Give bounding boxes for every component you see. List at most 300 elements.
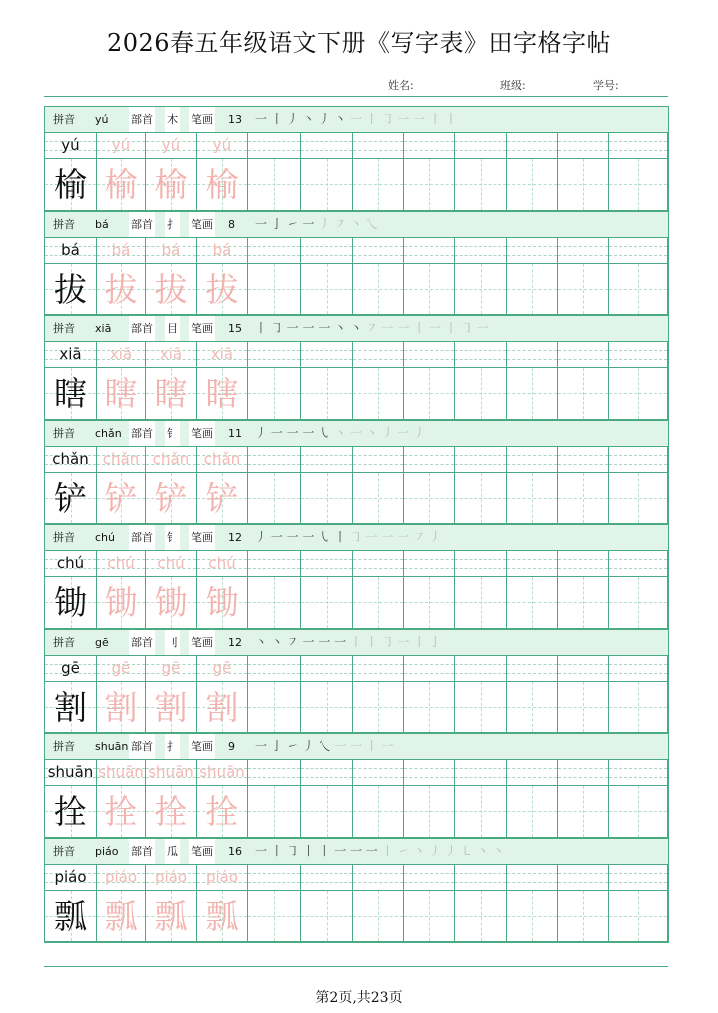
tianzige-cell[interactable] xyxy=(455,264,507,316)
guide-line xyxy=(301,768,352,769)
tianzige-cell[interactable] xyxy=(404,159,455,211)
tianzige-cell[interactable] xyxy=(45,368,97,420)
tianzige-cell[interactable] xyxy=(558,577,609,629)
tianzige-cell[interactable] xyxy=(45,577,97,629)
tianzige-cell[interactable] xyxy=(97,159,146,211)
pinyin-cell[interactable] xyxy=(609,342,668,368)
guide-line xyxy=(507,359,557,360)
tianzige-cell[interactable] xyxy=(146,682,197,734)
tianzige-cell[interactable] xyxy=(353,577,404,629)
tianzige-cell[interactable] xyxy=(146,159,197,211)
pinyin-cell[interactable] xyxy=(146,551,197,577)
tianzige-cell[interactable] xyxy=(353,264,404,316)
pinyin-cell[interactable] xyxy=(455,238,507,264)
guide-line xyxy=(404,768,454,769)
tianzige-cell[interactable] xyxy=(45,473,97,525)
tianzige-cell[interactable] xyxy=(404,891,455,943)
pinyin-cell[interactable] xyxy=(507,865,558,891)
tianzige-cell[interactable] xyxy=(97,891,146,943)
tianzige-cell[interactable] xyxy=(197,786,248,838)
tianzige-cell[interactable] xyxy=(146,577,197,629)
guide-line xyxy=(455,246,506,247)
tianzige-cell[interactable] xyxy=(197,159,248,211)
pinyin-cell[interactable] xyxy=(558,447,609,473)
tianzige-cell[interactable] xyxy=(609,368,668,420)
tianzige-cell[interactable] xyxy=(248,786,301,838)
radical-label: 部首 xyxy=(129,525,155,550)
pinyin-cell[interactable] xyxy=(507,238,558,264)
tianzige-cell[interactable] xyxy=(248,368,301,420)
character-block xyxy=(45,211,668,316)
tianzige-cell[interactable] xyxy=(455,682,507,734)
tianzige-cell[interactable] xyxy=(609,577,668,629)
character-trace: 瓢 xyxy=(205,896,239,936)
pinyin-label: 拼音 xyxy=(53,531,75,544)
tianzige-cell[interactable] xyxy=(609,264,668,316)
tianzige-cell[interactable] xyxy=(301,368,353,420)
tianzige-cell[interactable] xyxy=(507,786,558,838)
cell-center-horizontal xyxy=(248,393,300,394)
pinyin-cell[interactable] xyxy=(301,551,353,577)
pinyin-cell[interactable] xyxy=(197,133,248,159)
tianzige-cell[interactable] xyxy=(248,891,301,943)
pinyin-row xyxy=(45,760,668,786)
guide-line xyxy=(507,255,557,256)
pinyin-cell[interactable] xyxy=(353,760,404,786)
pinyin-cell[interactable] xyxy=(404,447,455,473)
character-trace: 瞎 xyxy=(154,374,188,413)
tianzige-cell[interactable] xyxy=(609,682,668,734)
pinyin-cell[interactable] xyxy=(353,238,404,264)
pinyin-model: gē xyxy=(61,658,80,677)
tianzige-cell[interactable] xyxy=(301,891,353,943)
character-trace: 榆 xyxy=(205,165,239,204)
tianzige-cell[interactable] xyxy=(248,264,301,316)
guide-line xyxy=(404,255,454,256)
cell-center-horizontal xyxy=(248,602,300,603)
character-trace: 铲 xyxy=(205,478,239,518)
pinyin-cell[interactable] xyxy=(97,133,146,159)
tianzige-cell[interactable] xyxy=(507,159,558,211)
pinyin-cell[interactable] xyxy=(248,760,301,786)
cell-center-horizontal xyxy=(558,289,608,290)
pinyin-cell[interactable] xyxy=(353,551,404,577)
tianzige-cell[interactable] xyxy=(558,159,609,211)
guide-line xyxy=(455,455,506,456)
tianzige-cell[interactable] xyxy=(404,786,455,838)
pinyin-cell[interactable] xyxy=(558,342,609,368)
guide-line xyxy=(404,246,454,247)
tianzige-cell[interactable] xyxy=(45,891,97,943)
pinyin-cell[interactable] xyxy=(197,865,248,891)
tianzige-cell[interactable] xyxy=(455,368,507,420)
cell-center-horizontal xyxy=(455,289,506,290)
guide-line xyxy=(609,777,667,778)
pinyin-value: bá xyxy=(95,217,109,231)
pinyin-cell[interactable] xyxy=(45,656,97,682)
pinyin-cell[interactable] xyxy=(45,760,97,786)
tianzige-cell[interactable] xyxy=(248,682,301,734)
tianzige-cell[interactable] xyxy=(197,473,248,525)
pinyin-cell[interactable] xyxy=(248,133,301,159)
tianzige-cell[interactable] xyxy=(558,368,609,420)
guide-line xyxy=(353,359,403,360)
cell-center-horizontal xyxy=(455,602,506,603)
cell-center-horizontal xyxy=(507,707,557,708)
tianzige-cell[interactable] xyxy=(45,682,97,734)
tianzige-cell[interactable] xyxy=(197,577,248,629)
tianzige-cell[interactable] xyxy=(404,682,455,734)
pinyin-cell[interactable] xyxy=(97,238,146,264)
tianzige-cell[interactable] xyxy=(248,159,301,211)
pinyin-cell[interactable] xyxy=(609,238,668,264)
pinyin-cell[interactable] xyxy=(97,865,146,891)
tianzige-cell[interactable] xyxy=(507,577,558,629)
guide-line xyxy=(248,568,300,569)
tianzige-cell[interactable] xyxy=(97,473,146,525)
pinyin-cell[interactable] xyxy=(558,133,609,159)
pinyin-cell[interactable] xyxy=(609,865,668,891)
character-trace: 瓢 xyxy=(104,896,138,936)
tianzige-cell[interactable] xyxy=(197,891,248,943)
pinyin-cell[interactable] xyxy=(558,238,609,264)
cell-center-horizontal xyxy=(301,811,352,812)
guide-line xyxy=(301,777,352,778)
guide-line xyxy=(455,873,506,874)
guide-line xyxy=(248,455,300,456)
pinyin-cell[interactable] xyxy=(558,551,609,577)
pinyin-cell[interactable] xyxy=(404,133,455,159)
tianzige-cell[interactable] xyxy=(609,891,668,943)
pinyin-cell[interactable] xyxy=(558,656,609,682)
pinyin-cell[interactable] xyxy=(146,760,197,786)
pinyin-cell[interactable] xyxy=(197,656,248,682)
pinyin-cell[interactable] xyxy=(558,865,609,891)
tianzige-cell[interactable] xyxy=(507,891,558,943)
tianzige-cell[interactable] xyxy=(146,786,197,838)
pinyin-row xyxy=(45,342,668,368)
strokes-label: 笔画 xyxy=(189,630,215,655)
cell-center-horizontal xyxy=(455,811,506,812)
pinyin-cell[interactable] xyxy=(146,238,197,264)
pinyin-cell[interactable] xyxy=(558,760,609,786)
tianzige-cell[interactable] xyxy=(301,682,353,734)
pinyin-cell[interactable] xyxy=(507,342,558,368)
pinyin-trace: yú xyxy=(161,136,181,154)
tianzige-cell[interactable] xyxy=(353,786,404,838)
pinyin-cell[interactable] xyxy=(97,342,146,368)
pinyin-cell[interactable] xyxy=(146,865,197,891)
guide-line xyxy=(609,359,667,360)
stroke-count: 12 xyxy=(228,635,242,649)
guide-line xyxy=(404,141,454,142)
cell-center-horizontal xyxy=(609,811,667,812)
tianzige-cell[interactable] xyxy=(455,473,507,525)
tianzige-cell[interactable] xyxy=(97,682,146,734)
pinyin-cell[interactable] xyxy=(97,551,146,577)
tianzige-cell[interactable] xyxy=(45,264,97,316)
pinyin-trace: shuān xyxy=(148,763,194,781)
guide-line xyxy=(353,873,403,874)
strokes-label: 笔画 xyxy=(189,107,215,132)
tianzige-cell[interactable] xyxy=(353,473,404,525)
tianzige-cell[interactable] xyxy=(507,682,558,734)
tianzige-cell[interactable] xyxy=(353,682,404,734)
character-block xyxy=(45,524,668,629)
pinyin-cell[interactable] xyxy=(404,238,455,264)
tianzige-cell[interactable] xyxy=(609,786,668,838)
pinyin-cell[interactable] xyxy=(507,760,558,786)
pinyin-cell[interactable] xyxy=(353,133,404,159)
guide-line xyxy=(507,568,557,569)
pinyin-cell[interactable] xyxy=(353,656,404,682)
tianzige-cell[interactable] xyxy=(146,473,197,525)
pinyin-cell[interactable] xyxy=(455,865,507,891)
pinyin-cell[interactable] xyxy=(404,551,455,577)
pinyin-cell[interactable] xyxy=(146,342,197,368)
tianzige-cell[interactable] xyxy=(558,786,609,838)
tianzige-cell[interactable] xyxy=(558,682,609,734)
pinyin-cell[interactable] xyxy=(248,656,301,682)
character-row xyxy=(45,577,668,629)
pinyin-cell[interactable] xyxy=(146,447,197,473)
pinyin-cell[interactable] xyxy=(248,238,301,264)
pinyin-trace: shuān xyxy=(199,763,245,781)
pinyin-cell[interactable] xyxy=(609,447,668,473)
tianzige-cell[interactable] xyxy=(507,368,558,420)
cell-center-horizontal xyxy=(248,498,300,499)
stroke-order: 丶 丶 ㇇ 一 一 一 丨 丨 ㇆ 一 丨 亅 xyxy=(255,634,442,649)
guide-line xyxy=(301,455,352,456)
guide-line xyxy=(558,150,608,151)
guide-line xyxy=(507,559,557,560)
radical-label: 部首 xyxy=(129,212,155,237)
pinyin-cell[interactable] xyxy=(248,447,301,473)
guide-line xyxy=(558,568,608,569)
pinyin-cell[interactable] xyxy=(301,238,353,264)
pinyin-cell[interactable] xyxy=(146,133,197,159)
tianzige-cell[interactable] xyxy=(301,577,353,629)
pinyin-cell[interactable] xyxy=(455,656,507,682)
pinyin-trace: chǎn xyxy=(102,449,140,468)
guide-line xyxy=(404,882,454,883)
stroke-order: 丿 一 一 一 ㇂ 丶 一 丶 丿 一 丿 xyxy=(255,425,426,440)
radical-label: 部首 xyxy=(129,107,155,132)
tianzige-cell[interactable] xyxy=(248,577,301,629)
pinyin-cell[interactable] xyxy=(404,342,455,368)
character-trace: 铲 xyxy=(154,478,188,518)
guide-line xyxy=(301,568,352,569)
guide-line xyxy=(455,150,506,151)
stroke-count: 13 xyxy=(228,113,242,126)
character-info-row xyxy=(45,106,668,133)
pinyin-cell[interactable] xyxy=(97,447,146,473)
pinyin-cell[interactable] xyxy=(146,656,197,682)
pinyin-cell[interactable] xyxy=(455,133,507,159)
tianzige-cell[interactable] xyxy=(609,159,668,211)
tianzige-cell[interactable] xyxy=(146,891,197,943)
tianzige-cell[interactable] xyxy=(558,891,609,943)
tianzige-cell[interactable] xyxy=(301,159,353,211)
pinyin-cell[interactable] xyxy=(404,760,455,786)
pinyin-cell[interactable] xyxy=(45,865,97,891)
cell-center-horizontal xyxy=(609,916,667,917)
pinyin-cell[interactable] xyxy=(609,656,668,682)
tianzige-cell[interactable] xyxy=(507,264,558,316)
guide-line xyxy=(404,350,454,351)
stroke-count: 15 xyxy=(228,322,242,335)
pinyin-cell[interactable] xyxy=(301,447,353,473)
guide-line xyxy=(455,882,506,883)
tianzige-cell[interactable] xyxy=(97,577,146,629)
radical-label: 部首 xyxy=(129,316,155,341)
tianzige-cell[interactable] xyxy=(353,368,404,420)
pinyin-cell[interactable] xyxy=(45,133,97,159)
cell-center-horizontal xyxy=(301,707,352,708)
pinyin-cell[interactable] xyxy=(507,551,558,577)
tianzige-cell[interactable] xyxy=(558,473,609,525)
pinyin-cell[interactable] xyxy=(248,342,301,368)
pinyin-cell[interactable] xyxy=(455,551,507,577)
pinyin-cell[interactable] xyxy=(45,447,97,473)
tianzige-cell[interactable] xyxy=(455,577,507,629)
pinyin-cell[interactable] xyxy=(97,760,146,786)
cell-center-horizontal xyxy=(404,916,454,917)
guide-line xyxy=(558,559,608,560)
character-row xyxy=(45,682,668,734)
pinyin-row xyxy=(45,656,668,682)
pinyin-trace: yú xyxy=(111,136,131,154)
stroke-order: 一 亅 ㇀ 一 丿 ㇇ 丶 乀 xyxy=(255,216,378,231)
guide-line xyxy=(609,873,667,874)
pinyin-cell[interactable] xyxy=(507,133,558,159)
pinyin-cell[interactable] xyxy=(197,551,248,577)
tianzige-cell[interactable] xyxy=(455,891,507,943)
guide-line xyxy=(558,673,608,674)
tianzige-cell[interactable] xyxy=(558,264,609,316)
pinyin-cell[interactable] xyxy=(507,447,558,473)
pinyin-cell[interactable] xyxy=(609,760,668,786)
pinyin-cell[interactable] xyxy=(353,342,404,368)
tianzige-cell[interactable] xyxy=(301,786,353,838)
tianzige-cell[interactable] xyxy=(97,264,146,316)
pinyin-trace: shuān xyxy=(98,763,144,781)
guide-line xyxy=(353,768,403,769)
pinyin-cell[interactable] xyxy=(455,760,507,786)
pinyin-cell[interactable] xyxy=(197,447,248,473)
character-trace: 榆 xyxy=(104,165,138,204)
tianzige-cell[interactable] xyxy=(197,682,248,734)
tianzige-cell[interactable] xyxy=(146,368,197,420)
pinyin-cell[interactable] xyxy=(301,656,353,682)
pinyin-cell[interactable] xyxy=(455,447,507,473)
pinyin-cell[interactable] xyxy=(45,238,97,264)
pinyin-cell[interactable] xyxy=(45,551,97,577)
tianzige-cell[interactable] xyxy=(197,368,248,420)
character-trace: 铲 xyxy=(104,478,138,518)
tianzige-cell[interactable] xyxy=(301,473,353,525)
pinyin-cell[interactable] xyxy=(353,447,404,473)
tianzige-cell[interactable] xyxy=(353,891,404,943)
tianzige-cell[interactable] xyxy=(97,786,146,838)
tianzige-cell[interactable] xyxy=(404,368,455,420)
pinyin-cell[interactable] xyxy=(301,760,353,786)
cell-center-horizontal xyxy=(404,289,454,290)
pinyin-cell[interactable] xyxy=(45,342,97,368)
guide-line xyxy=(507,350,557,351)
tianzige-cell[interactable] xyxy=(301,264,353,316)
pinyin-row xyxy=(45,551,668,577)
radical-value: 目 xyxy=(165,316,180,341)
guide-line xyxy=(507,882,557,883)
character-trace: 锄 xyxy=(104,583,138,622)
pinyin-cell[interactable] xyxy=(609,133,668,159)
tianzige-cell[interactable] xyxy=(45,786,97,838)
pinyin-trace: xiā xyxy=(159,345,183,363)
guide-line xyxy=(558,873,608,874)
tianzige-cell[interactable] xyxy=(455,159,507,211)
pinyin-cell[interactable] xyxy=(248,551,301,577)
guide-line xyxy=(609,768,667,769)
pinyin-cell[interactable] xyxy=(404,865,455,891)
guide-line xyxy=(404,455,454,456)
pinyin-cell[interactable] xyxy=(353,865,404,891)
pinyin-cell[interactable] xyxy=(609,551,668,577)
pinyin-model: xiā xyxy=(59,345,82,363)
pinyin-trace: xiā xyxy=(109,345,133,363)
guide-line xyxy=(404,559,454,560)
tianzige-cell[interactable] xyxy=(45,159,97,211)
cell-center-horizontal xyxy=(353,707,403,708)
tianzige-cell[interactable] xyxy=(197,264,248,316)
pinyin-cell[interactable] xyxy=(197,342,248,368)
pinyin-cell[interactable] xyxy=(507,656,558,682)
guide-line xyxy=(507,464,557,465)
stroke-order: 一 丨 丿 丶 丿 丶 一 丨 ㇆ 一 一 丨 丨 xyxy=(255,112,457,126)
character-trace: 锄 xyxy=(154,583,188,622)
pinyin-cell[interactable] xyxy=(301,865,353,891)
tianzige-cell[interactable] xyxy=(146,264,197,316)
guide-line xyxy=(301,350,352,351)
cell-center-horizontal xyxy=(353,184,403,185)
tianzige-cell[interactable] xyxy=(248,473,301,525)
tianzige-cell[interactable] xyxy=(404,264,455,316)
pinyin-cell[interactable] xyxy=(404,656,455,682)
character-row xyxy=(45,264,668,316)
pinyin-row xyxy=(45,447,668,473)
tianzige-cell[interactable] xyxy=(404,473,455,525)
tianzige-cell[interactable] xyxy=(353,159,404,211)
character-trace: 拔 xyxy=(154,269,188,309)
guide-line xyxy=(455,141,506,142)
pinyin-cell[interactable] xyxy=(301,133,353,159)
tianzige-cell[interactable] xyxy=(507,473,558,525)
tianzige-cell[interactable] xyxy=(455,786,507,838)
pinyin-cell[interactable] xyxy=(197,238,248,264)
tianzige-cell[interactable] xyxy=(609,473,668,525)
pinyin-cell[interactable] xyxy=(97,656,146,682)
tianzige-cell[interactable] xyxy=(97,368,146,420)
pinyin-cell[interactable] xyxy=(197,760,248,786)
pinyin-label: 拼音 xyxy=(53,322,75,335)
guide-line xyxy=(248,559,300,560)
pinyin-cell[interactable] xyxy=(248,865,301,891)
tianzige-cell[interactable] xyxy=(404,577,455,629)
pinyin-trace: chǎn xyxy=(203,449,241,468)
cell-center-horizontal xyxy=(353,602,403,603)
pinyin-cell[interactable] xyxy=(301,342,353,368)
pinyin-cell[interactable] xyxy=(455,342,507,368)
